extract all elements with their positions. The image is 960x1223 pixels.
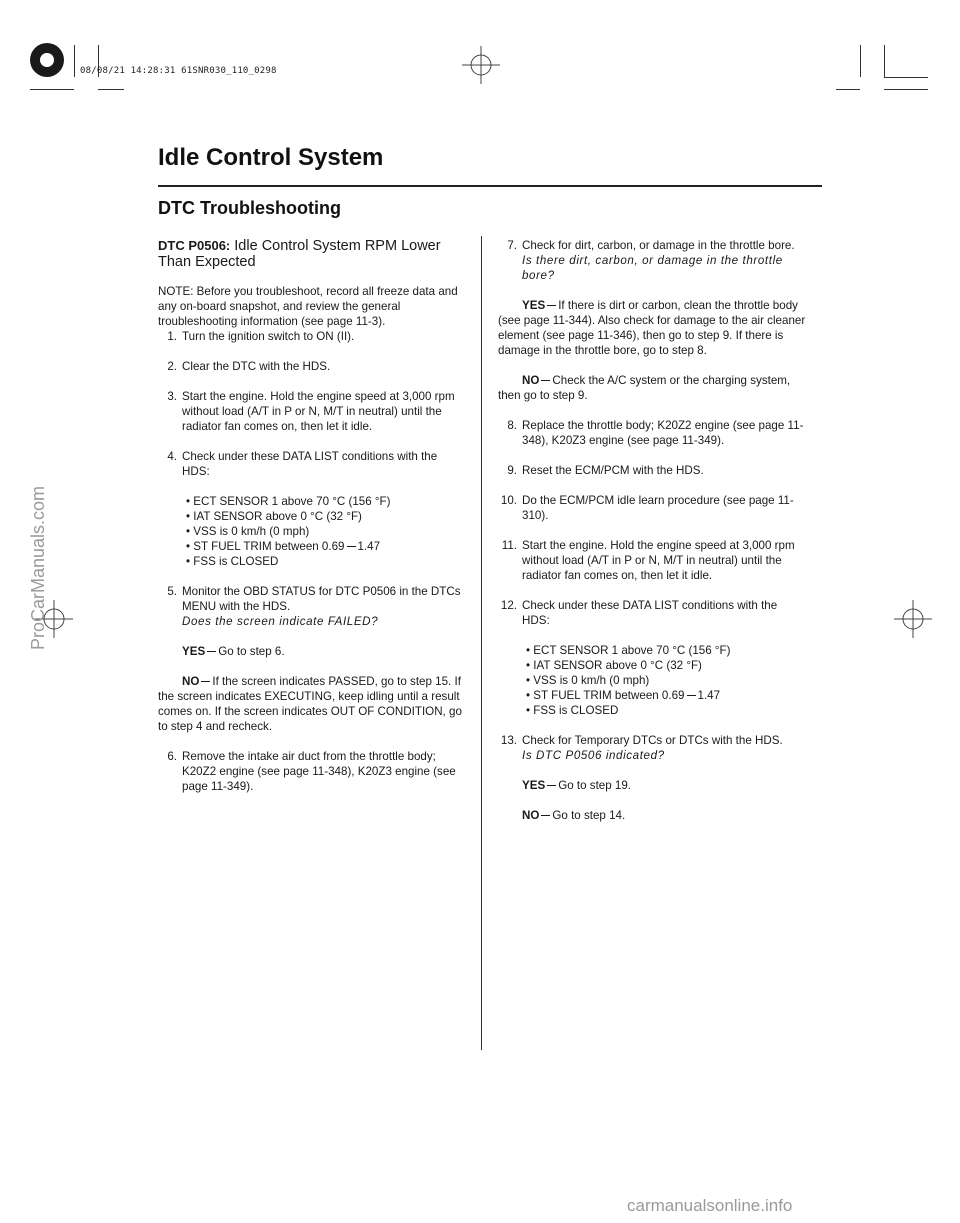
step-number: 3. xyxy=(167,390,177,403)
step-11 xyxy=(498,538,806,583)
dash xyxy=(207,651,216,652)
yes-text: If there is dirt or carbon, clean the throttle body (see page 11-344). Also check for damage to the air cleaner element (see page 11-346), then go to step 9. If there is damage in the throttle bore, go to step 8. xyxy=(498,299,806,357)
answer-yes xyxy=(498,778,806,793)
step-number: 1. xyxy=(167,330,177,343)
step-number: 11. xyxy=(501,539,517,552)
step-12 xyxy=(498,598,806,718)
step-5 xyxy=(158,584,466,629)
list-item-text: • ST FUEL TRIM between 0.69 xyxy=(186,540,345,553)
crop-mark xyxy=(860,45,861,77)
dash xyxy=(547,305,556,306)
yes-text: Go to step 19. xyxy=(558,779,632,792)
crop-mark xyxy=(884,89,928,90)
no-text: Go to step 14. xyxy=(552,809,626,822)
dtc-description-cont: Than Expected xyxy=(158,254,256,270)
step-text: Turn the ignition switch to ON (II). xyxy=(182,330,355,343)
step-text: Remove the intake air duct from the throttle body; K20Z2 engine (see page 11-348), K20Z3 engine (see page 11-349). xyxy=(182,750,456,793)
step-number: 2. xyxy=(167,360,177,373)
step-number: 4. xyxy=(167,450,177,463)
step-text: Check for Temporary DTCs or DTCs with the HDS. xyxy=(522,734,783,747)
section-title: DTC Troubleshooting xyxy=(158,198,341,218)
answer-no xyxy=(498,373,806,403)
step-number: 9. xyxy=(507,464,517,477)
list-item: • ECT SENSOR 1 above 70 °C (156 °F) xyxy=(526,644,731,657)
dash xyxy=(347,546,356,547)
list-item: • VSS is 0 km/h (0 mph) xyxy=(526,674,650,687)
registration-target-top-left-inner xyxy=(40,53,54,67)
step-text: Check for dirt, carbon, or damage in the throttle bore. xyxy=(522,239,795,252)
step-8 xyxy=(498,418,806,448)
title-rule xyxy=(158,185,822,187)
crop-mark xyxy=(884,45,885,77)
step-text: Reset the ECM/PCM with the HDS. xyxy=(522,464,704,477)
dash xyxy=(687,695,696,696)
step-text: Clear the DTC with the HDS. xyxy=(182,360,331,373)
column-divider xyxy=(481,236,482,1050)
list-item: • VSS is 0 km/h (0 mph) xyxy=(186,525,310,538)
step-text: Check under these DATA LIST conditions with the HDS: xyxy=(522,599,778,627)
step-7 xyxy=(498,238,806,283)
answer-yes xyxy=(498,298,806,358)
step-number: 13. xyxy=(500,734,517,747)
step-1 xyxy=(158,329,466,344)
yes-label: YES xyxy=(182,645,206,658)
step-2 xyxy=(158,359,466,374)
step-number: 12. xyxy=(500,599,517,612)
step-text: Replace the throttle body; K20Z2 engine (see page 11-348), K20Z3 engine (see page 11-349). xyxy=(522,419,804,447)
yes-label: YES xyxy=(522,779,546,792)
step-3 xyxy=(158,389,466,434)
registration-crosshair-right xyxy=(894,600,932,638)
list-item-text: • ST FUEL TRIM between 0.69 xyxy=(526,689,685,702)
condition-list xyxy=(522,643,806,718)
step-9 xyxy=(498,463,806,478)
step-number: 6. xyxy=(167,750,177,763)
no-text: Check the A/C system or the charging system, then go to step 9. xyxy=(498,374,791,402)
right-column xyxy=(498,238,806,838)
answer-yes xyxy=(158,644,466,659)
step-number: 8. xyxy=(507,419,517,432)
dash xyxy=(547,785,556,786)
list-item: • ECT SENSOR 1 above 70 °C (156 °F) xyxy=(186,495,391,508)
step-number: 7. xyxy=(507,239,517,252)
crop-mark xyxy=(30,89,74,90)
crop-mark xyxy=(884,77,928,78)
question-text: Is there dirt, carbon, or damage in the throttle bore? xyxy=(522,254,783,282)
no-label: NO xyxy=(182,675,200,688)
registration-crosshair-top xyxy=(462,46,500,84)
left-column xyxy=(158,238,466,809)
dtc-heading xyxy=(158,238,466,270)
step-text: Do the ECM/PCM idle learn procedure (see page 11-310). xyxy=(522,494,794,522)
dash xyxy=(541,380,550,381)
step-13 xyxy=(498,733,806,763)
question-text: Is DTC P0506 indicated? xyxy=(522,749,665,762)
dash xyxy=(541,815,550,816)
crop-mark xyxy=(74,45,75,77)
answer-no xyxy=(498,808,806,823)
crop-mark xyxy=(836,89,860,90)
step-text: Monitor the OBD STATUS for DTC P0506 in the DTCs MENU with the HDS. xyxy=(182,585,461,613)
step-10 xyxy=(498,493,806,523)
list-item: • FSS is CLOSED xyxy=(186,555,279,568)
dtc-code: DTC P0506: xyxy=(158,238,231,253)
answer-no xyxy=(158,674,466,734)
step-number: 10. xyxy=(500,494,517,507)
list-item xyxy=(526,688,806,703)
list-item: • IAT SENSOR above 0 °C (32 °F) xyxy=(186,510,362,523)
condition-list xyxy=(182,494,466,569)
no-label: NO xyxy=(522,374,540,387)
no-text: If the screen indicates PASSED, go to step 15. If the screen indicates EXECUTING, keep idling until a result comes on. If the screen indicates OUT OF CONDITION, go to step 4 and recheck. xyxy=(158,675,462,733)
step-4 xyxy=(158,449,466,569)
crop-mark xyxy=(98,89,124,90)
no-label: NO xyxy=(522,809,540,822)
page-title: Idle Control System xyxy=(158,144,384,171)
side-watermark: ProCarManuals.com xyxy=(28,485,48,650)
list-item xyxy=(186,539,466,554)
dash xyxy=(201,681,210,682)
list-item: • IAT SENSOR above 0 °C (32 °F) xyxy=(526,659,702,672)
yes-label: YES xyxy=(522,299,546,312)
list-item-tail: 1.47 xyxy=(357,540,381,553)
step-6 xyxy=(158,749,466,794)
list-item: • FSS is CLOSED xyxy=(526,704,619,717)
dtc-description: Idle Control System RPM Lower xyxy=(234,238,441,254)
print-stamp: 08/08/21 14:28:31 61SNR030_110_0298 xyxy=(80,66,277,76)
step-text: Start the engine. Hold the engine speed at 3,000 rpm without load (A/T in P or N, M/T in neutral) until the radiator fan comes on, then let it idle. xyxy=(182,390,455,433)
note-text: NOTE: Before you troubleshoot, record all freeze data and any on-board snapshot, and review the general troubleshooting information (see page 11-3). xyxy=(158,285,458,328)
step-text: Start the engine. Hold the engine speed at 3,000 rpm without load (A/T in P or N, M/T in neutral) until the radiator fan comes on, then let it idle. xyxy=(522,539,795,582)
yes-text: Go to step 6. xyxy=(218,645,285,658)
question-text: Does the screen indicate FAILED? xyxy=(182,615,379,628)
list-item-tail: 1.47 xyxy=(697,689,721,702)
bottom-watermark: carmanualsonline.info xyxy=(627,1196,793,1215)
step-number: 5. xyxy=(167,585,177,598)
step-text: Check under these DATA LIST conditions with the HDS: xyxy=(182,450,438,478)
